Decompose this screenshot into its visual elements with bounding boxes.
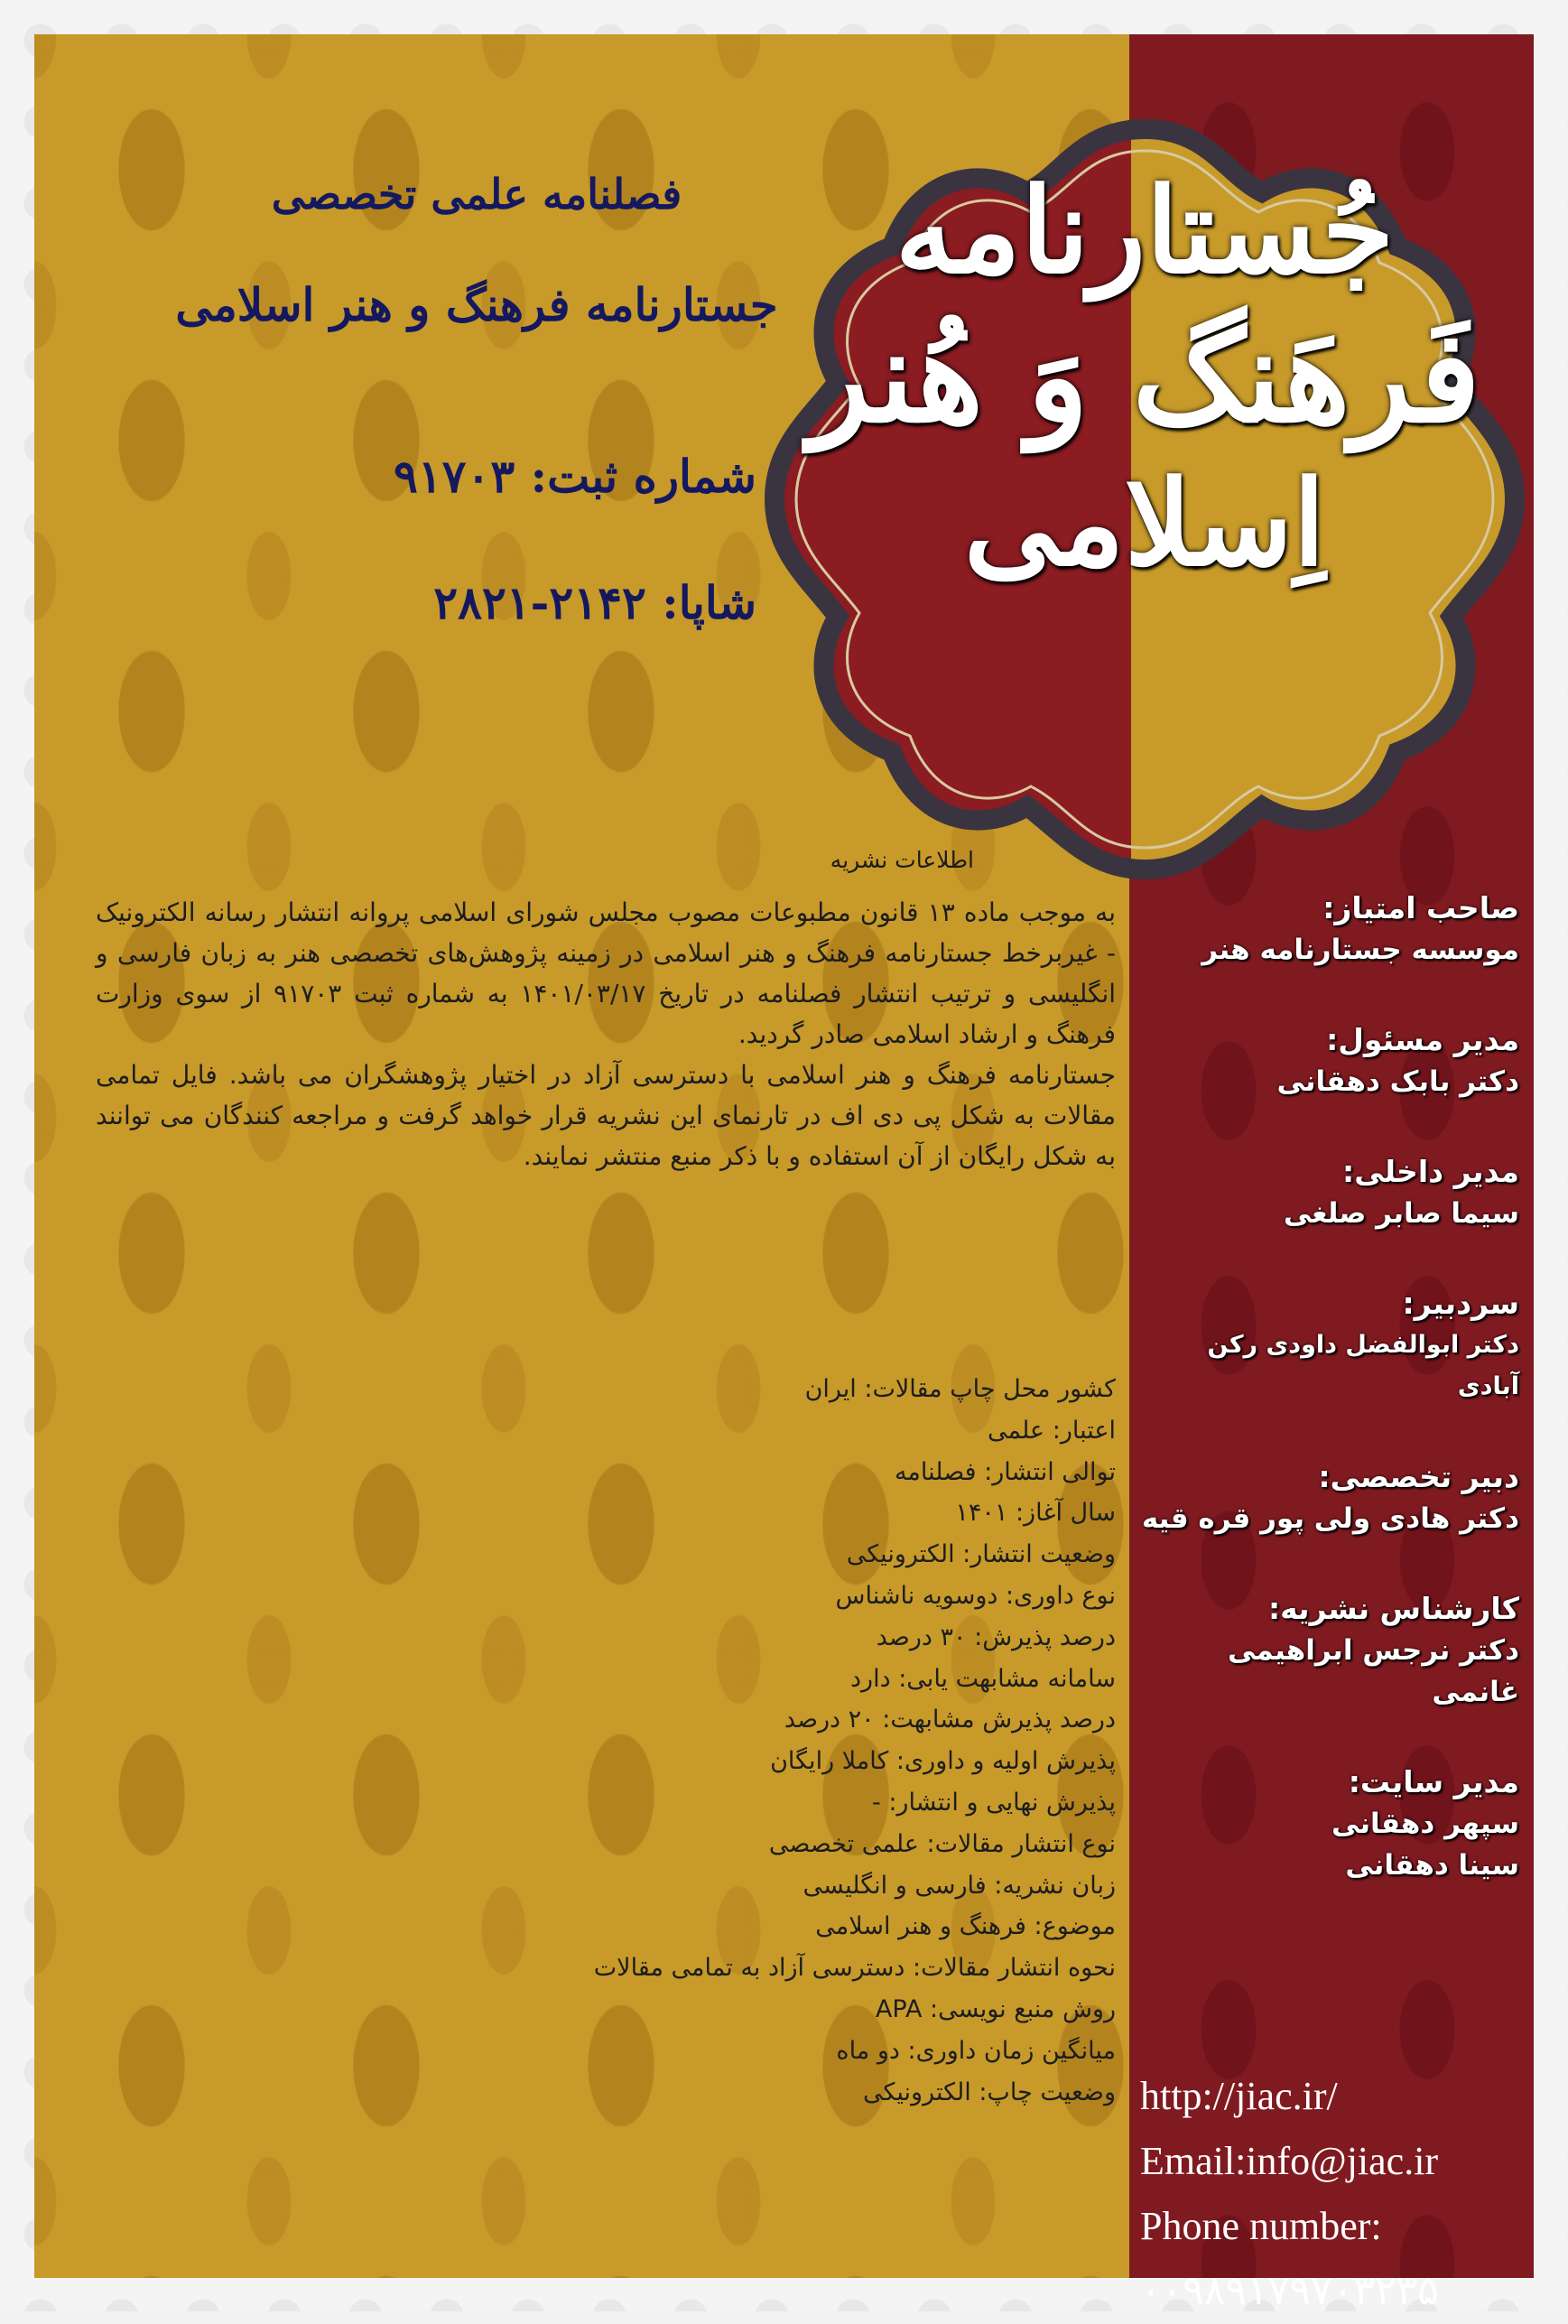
- spec-item: وضعیت چاپ: الکترونیکی: [862, 2078, 1116, 2106]
- emblem-line-3: اِسلامی: [963, 453, 1326, 592]
- emblem-line-1: جُستارنامه: [895, 162, 1395, 300]
- staff-name: سیما صابر صلغی: [1283, 1197, 1519, 1230]
- info-intro: [96, 892, 1116, 1176]
- staff-role: دبیر تخصصی:: [1318, 1459, 1519, 1494]
- spec-item: درصد پذیرش: ۳۰ درصد: [876, 1622, 1116, 1651]
- spec-item: نحوه انتشار مقالات: دسترسی آزاد به تمامی مقالات: [593, 1954, 1116, 1983]
- spec-item: زبان نشریه: فارسی و انگلیسی: [803, 1871, 1116, 1900]
- staff-journal-expert: [1140, 1588, 1519, 1713]
- emblem-title: [793, 162, 1497, 592]
- staff-list: [1140, 888, 1519, 1935]
- staff-editor-in-chief: [1140, 1283, 1519, 1408]
- phone-label: Phone number:: [1140, 2204, 1382, 2248]
- intro-paragraph-1: به موجب ماده ۱۳ قانون مطبوعات مصوب مجلس شورای اسلامی پروانه انتشار رسانه الکترونیک - غیربرخط جستارنامه فرهنگ و هنر اسلامی در زمینه پژوهش‌های تخصصی هنر به زبان فارسی و انگلیسی و ترتیب انتشار فصلنامه در تاریخ ۱۴۰۱/۰۳/۱۷ به شماره ثبت ۹۱۷۰۳ از سوی وزارت فرهنگ و ارشاد اسلامی صادر گردید.: [96, 897, 1117, 1049]
- registration-number: شماره ثبت: ۹۱۷۰۳: [393, 450, 756, 503]
- journal-name: جستارنامه فرهنگ و هنر اسلامی: [175, 278, 778, 331]
- staff-name: موسسه جستارنامه هنر: [1202, 934, 1519, 966]
- staff-role: صاحب امتیاز:: [1322, 890, 1519, 925]
- spec-item: سامانه مشابهت یابی: دارد: [850, 1664, 1116, 1693]
- spec-item: میانگین زمان داوری: دو ماه: [836, 2036, 1116, 2065]
- staff-role: مدیر مسئول:: [1326, 1022, 1519, 1057]
- spec-item: اعتبار: علمی: [987, 1416, 1116, 1445]
- staff-owner: [1140, 888, 1519, 971]
- spec-item: توالی انتشار: فصلنامه: [894, 1457, 1116, 1486]
- staff-name: دکتر بابک دهقانی: [1276, 1065, 1519, 1098]
- spec-item: نوع داوری: دوسویه ناشناس: [835, 1581, 1116, 1610]
- staff-name: دکتر هادی ولی پور قره قیه: [1141, 1502, 1519, 1535]
- spec-item: پذیرش نهایی و انتشار: -: [872, 1788, 1116, 1817]
- staff-internal-manager: [1140, 1151, 1519, 1234]
- staff-name: سپهر دهقانی: [1331, 1808, 1519, 1840]
- staff-role: مدیر داخلی:: [1342, 1154, 1519, 1189]
- spec-list: [70, 1369, 1116, 2113]
- spec-item: موضوع: فرهنگ و هنر اسلامی: [815, 1912, 1116, 1941]
- staff-name: دکتر ابوالفضل داودی رکن آبادی: [1207, 1331, 1519, 1400]
- staff-managing-director: [1140, 1019, 1519, 1102]
- staff-specialist-secretary: [1140, 1456, 1519, 1539]
- spec-item: درصد پذیرش مشابهت: ۲۰ درصد: [784, 1706, 1116, 1734]
- staff-role: سردبیر:: [1402, 1286, 1519, 1321]
- email-link[interactable]: Email:info@jiac.ir: [1140, 2139, 1439, 2183]
- info-heading: اطلاعات نشریه: [830, 847, 974, 873]
- spec-item: وضعیت انتشار: الکترونیکی: [846, 1540, 1116, 1569]
- spec-item: نوع انتشار مقالات: علمی تخصصی: [768, 1829, 1116, 1858]
- journal-type: فصلنامه علمی تخصصی: [271, 170, 682, 218]
- staff-role: مدیر سایت:: [1348, 1764, 1519, 1799]
- spec-item: روش منبع نویسی: APA: [875, 1994, 1116, 2023]
- issn-number: شاپا: ۲۱۴۲-۲۸۲۱: [433, 576, 756, 629]
- phone-number: ۰۰۹۸۹۱۷۹۷۰۳۲۳۵: [1140, 2269, 1439, 2313]
- staff-role: کارشناس نشریه:: [1267, 1591, 1519, 1626]
- journal-poster: [34, 34, 1534, 2313]
- staff-site-manager: [1140, 1762, 1519, 1886]
- staff-name: دکتر نرجس ابراهیمی غانمی: [1227, 1634, 1519, 1708]
- staff-name: سینا دهقانی: [1345, 1849, 1519, 1882]
- spec-item: کشور محل چاپ مقالات: ایران: [804, 1375, 1116, 1403]
- spec-item: سال آغاز: ۱۴۰۱: [955, 1499, 1116, 1528]
- spec-item: پذیرش اولیه و داوری: کاملا رایگان: [770, 1747, 1116, 1776]
- emblem-line-2: فَرهَنگ وَ هُنر: [809, 302, 1480, 451]
- intro-paragraph-2: جستارنامه فرهنگ و هنر اسلامی با دسترسی آزاد در اختیار پژوهشگران می باشد. فایل تمامی مقالات به شکل پی دی اف در تارنمای این نشریه قرار خواهد گرفت و مراجعه کنندگان می توانند به شکل رایگان از آن استفاده و با ذکر منبع منتشر نمایند.: [96, 1060, 1116, 1171]
- website-link[interactable]: http://jiac.ir/: [1140, 2074, 1338, 2118]
- contact-info: [1140, 2064, 1528, 2324]
